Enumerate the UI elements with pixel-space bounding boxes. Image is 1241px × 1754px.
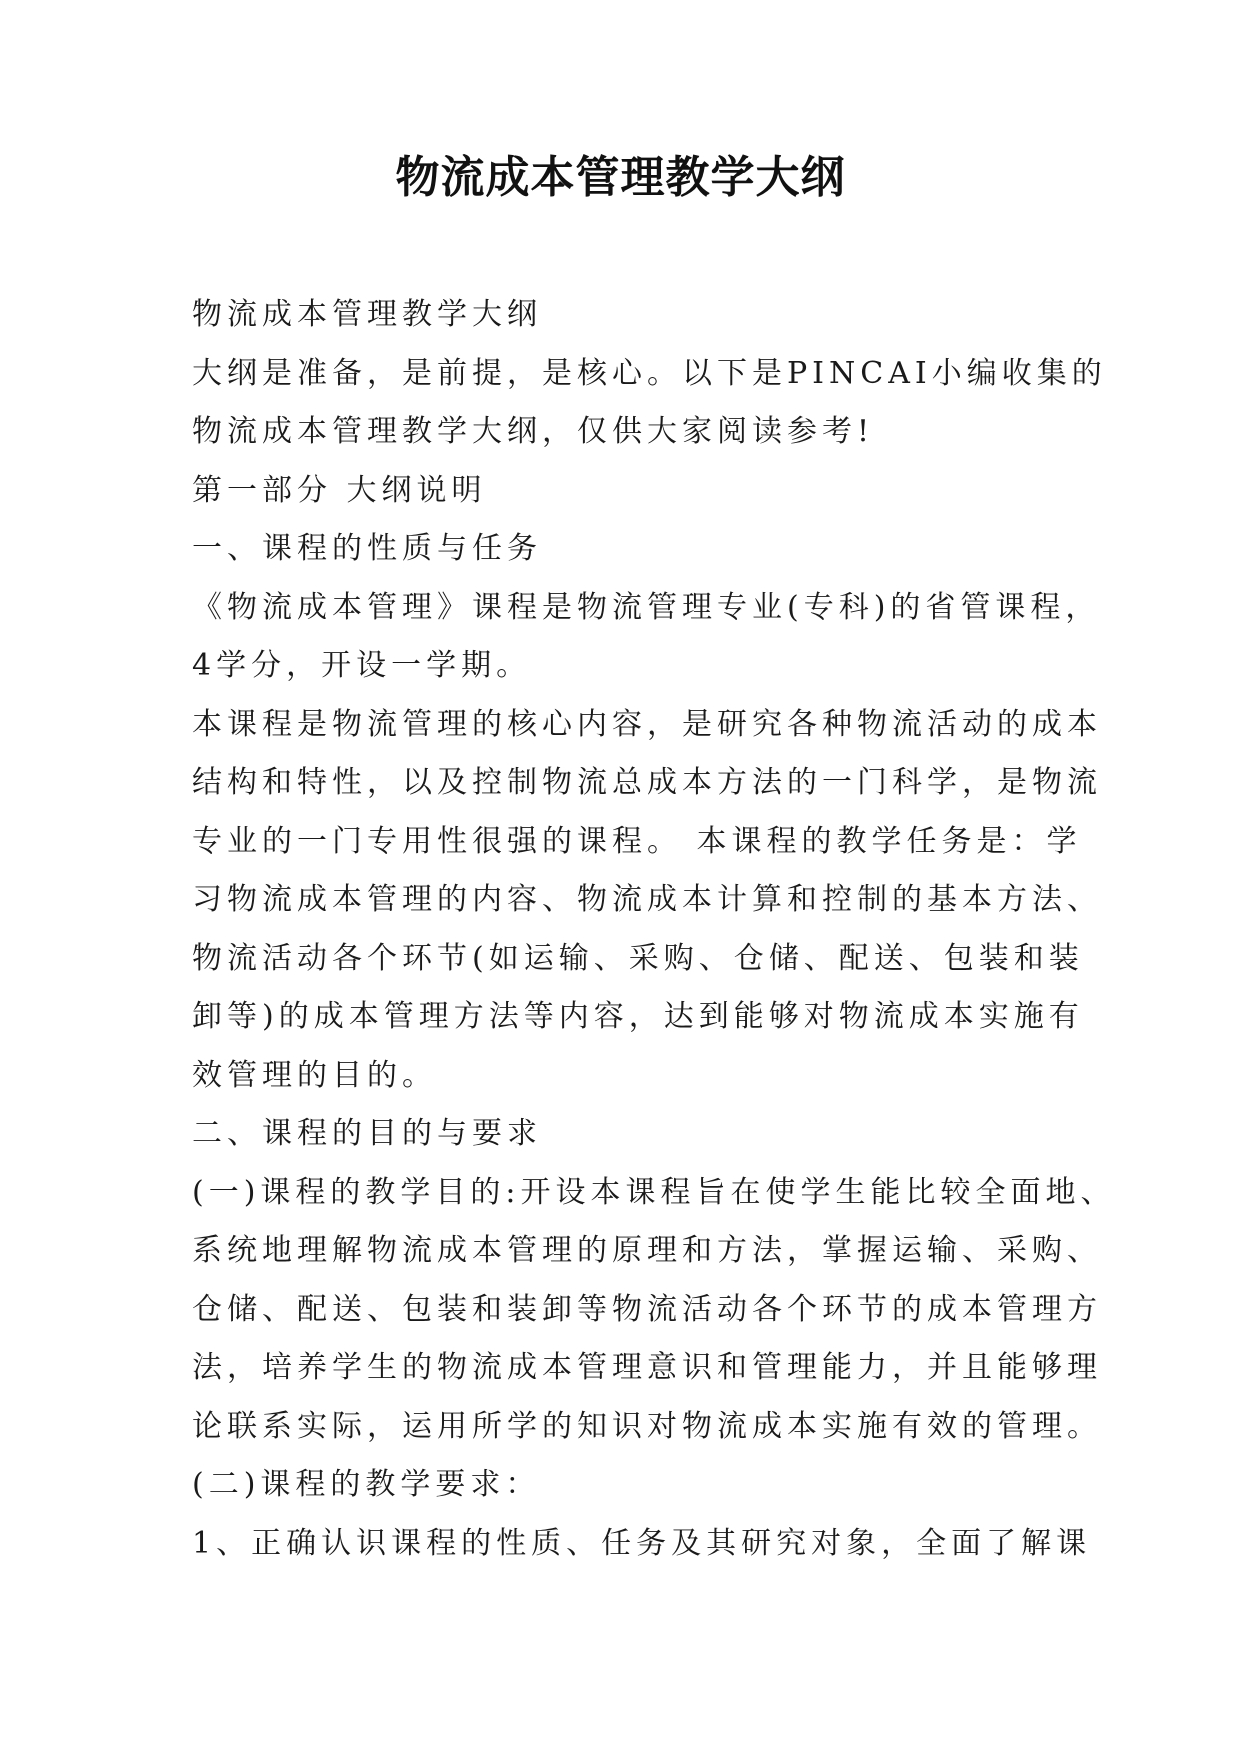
- paragraph-line: (二)课程的教学要求：: [192, 1467, 541, 1502]
- paragraph-line: 论联系实际，运用所学的知识对物流成本实施有效的管理。: [192, 1408, 1102, 1444]
- paragraph-line: 结构和特性，以及控制物流总成本方法的一门科学，是物流: [192, 765, 1102, 800]
- paragraph-line: 4学分，开设一学期。: [192, 648, 532, 683]
- paragraph-line: 《物流成本管理》课程是物流管理专业(专科)的省管课程，: [192, 589, 1101, 625]
- paragraph-line: 卸等)的成本管理方法等内容，达到能够对物流成本实施有: [192, 999, 1084, 1034]
- paragraph-line: 习物流成本管理的内容、物流成本计算和控制的基本方法、: [192, 882, 1102, 917]
- paragraph-line: 大纲是准备，是前提，是核心。以下是PINCAI小编收集的: [192, 355, 1107, 391]
- paragraph-line: 法，培养学生的物流成本管理意识和管理能力，并且能够理: [192, 1350, 1102, 1385]
- subtitle-line: 物流成本管理教学大纲: [192, 297, 542, 332]
- paragraph-line: (一)课程的教学目的:开设本课程旨在使学生能比较全面地、: [192, 1174, 1116, 1210]
- paragraph-line: 物流活动各个环节(如运输、采购、仓储、配送、包装和装: [192, 940, 1084, 976]
- document-body: [192, 286, 1116, 1573]
- subsection-heading: 一、课程的性质与任务: [192, 531, 542, 566]
- paragraph-line: 1、正确认识课程的性质、任务及其研究对象，全面了解课: [192, 1525, 1092, 1561]
- paragraph-line: 效管理的目的。: [192, 1057, 437, 1093]
- paragraph-line: 专业的一门专用性很强的课程。 本课程的教学任务是：学: [192, 823, 1082, 859]
- section-heading: 第一部分 大纲说明: [192, 472, 487, 508]
- paragraph-line: 仓储、配送、包装和装卸等物流活动各个环节的成本管理方: [192, 1291, 1102, 1327]
- paragraph-line: 物流成本管理教学大纲，仅供大家阅读参考!: [192, 414, 875, 449]
- subsection-heading: 二、课程的目的与要求: [192, 1116, 542, 1151]
- document-title: 物流成本管理教学大纲: [395, 152, 846, 203]
- paragraph-line: 本课程是物流管理的核心内容，是研究各种物流活动的成本: [192, 706, 1102, 742]
- paragraph-line: 系统地理解物流成本管理的原理和方法，掌握运输、采购、: [192, 1233, 1102, 1268]
